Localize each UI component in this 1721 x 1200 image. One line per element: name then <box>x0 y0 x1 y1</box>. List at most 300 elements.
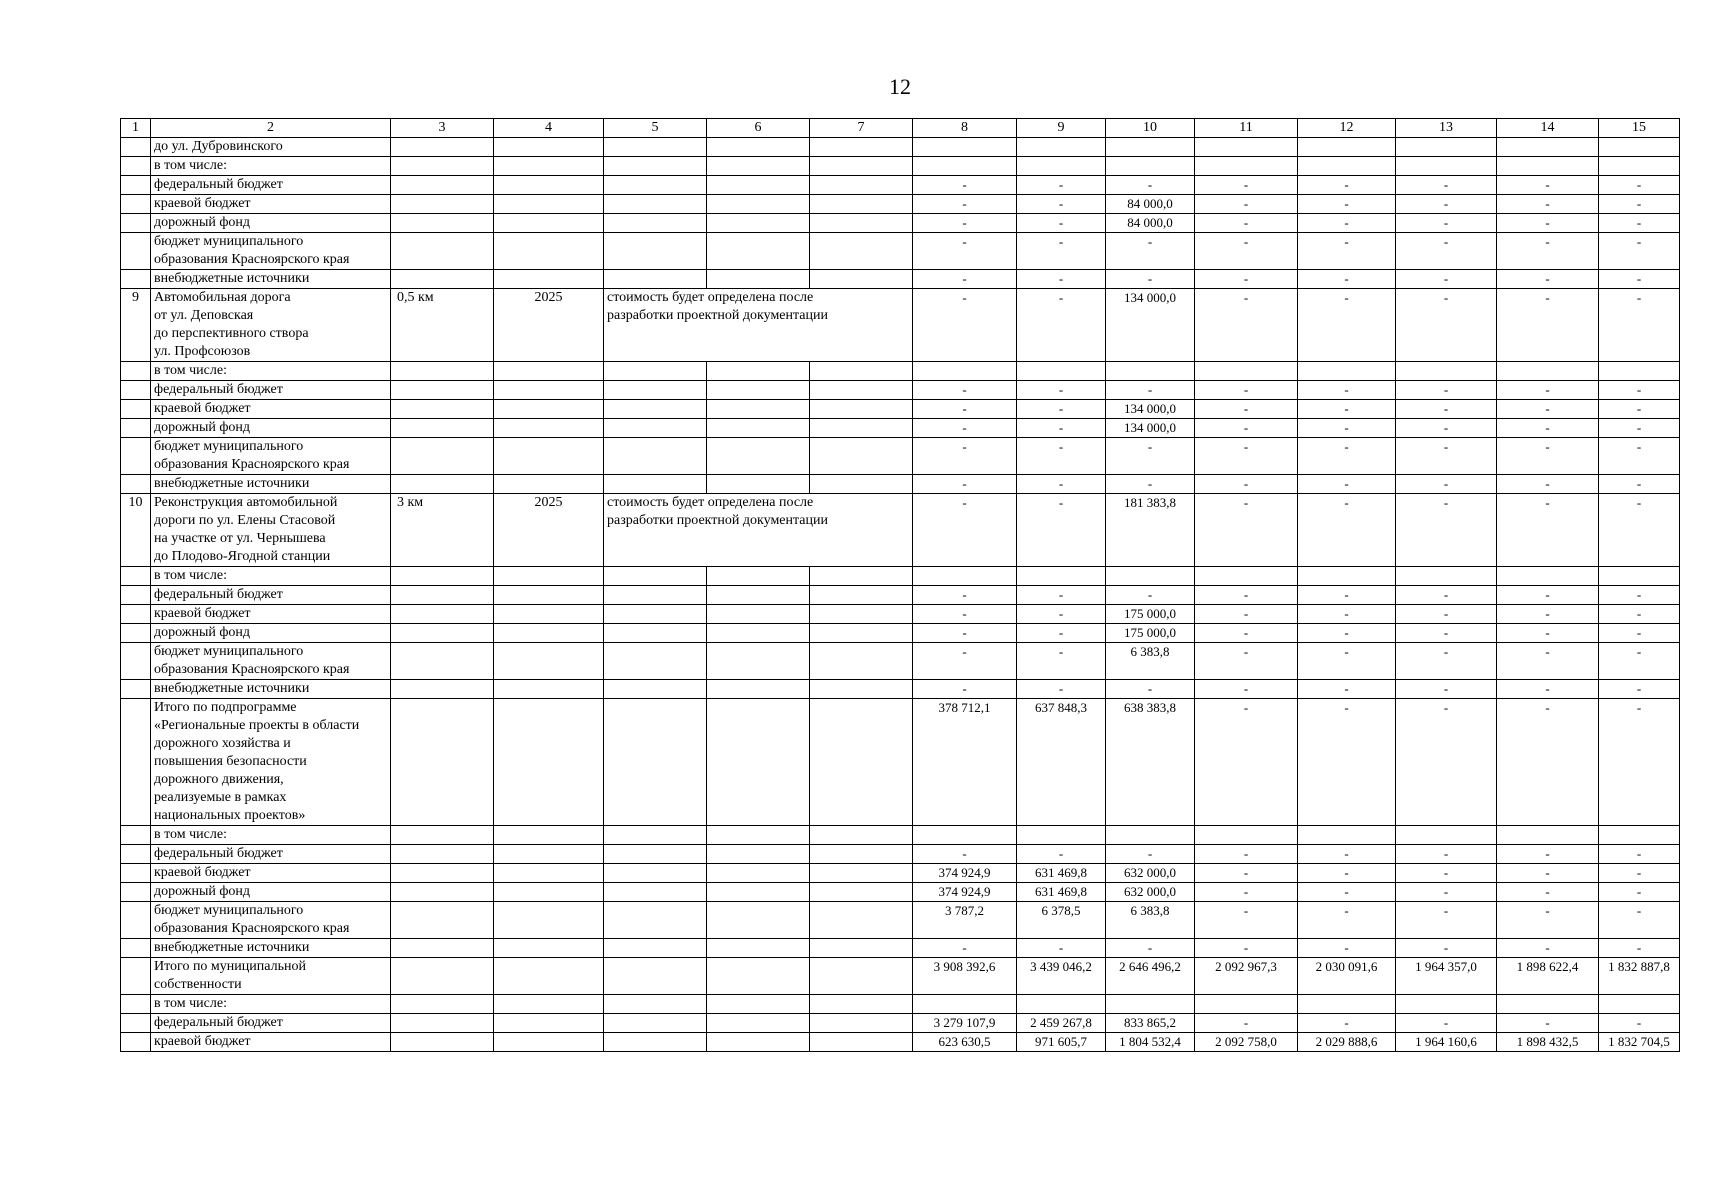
empty-cell <box>707 438 810 475</box>
value-cell: - <box>913 195 1017 214</box>
row-name-cell: дорожный фонд <box>151 214 391 233</box>
empty-cell <box>810 864 913 883</box>
cost-note-cell <box>604 362 707 381</box>
value-cell: 374 924,9 <box>913 883 1017 902</box>
value-cell: - <box>1017 939 1106 958</box>
value-cell: - <box>1195 883 1298 902</box>
value-cell: - <box>1599 381 1680 400</box>
year-cell <box>494 883 604 902</box>
length-cell <box>391 157 494 176</box>
value-cell: - <box>1298 939 1396 958</box>
value-cell: - <box>1298 475 1396 494</box>
value-cell: - <box>1599 699 1680 826</box>
row-index-cell <box>121 233 151 270</box>
length-cell <box>391 195 494 214</box>
value-cell <box>1195 567 1298 586</box>
year-cell <box>494 699 604 826</box>
cost-note-cell <box>604 270 707 289</box>
table-row <box>121 883 1680 902</box>
value-cell <box>1017 826 1106 845</box>
value-cell: - <box>1195 864 1298 883</box>
value-cell: - <box>1195 419 1298 438</box>
column-header: 9 <box>1017 119 1106 138</box>
value-cell <box>1599 826 1680 845</box>
column-header: 7 <box>810 119 913 138</box>
value-cell: - <box>1497 902 1599 939</box>
length-cell <box>391 214 494 233</box>
row-index-cell <box>121 958 151 995</box>
value-cell <box>1599 362 1680 381</box>
value-cell: - <box>1396 883 1497 902</box>
value-cell: - <box>1497 233 1599 270</box>
value-cell <box>1497 826 1599 845</box>
cost-note-cell <box>604 157 707 176</box>
empty-cell <box>707 176 810 195</box>
empty-cell <box>810 939 913 958</box>
length-cell <box>391 400 494 419</box>
value-cell: - <box>1497 699 1599 826</box>
value-cell: - <box>1298 494 1396 567</box>
table-row <box>121 381 1680 400</box>
value-cell: - <box>1017 419 1106 438</box>
row-index-cell <box>121 438 151 475</box>
row-index-cell <box>121 138 151 157</box>
value-cell <box>1497 157 1599 176</box>
value-cell <box>1017 567 1106 586</box>
year-cell <box>494 195 604 214</box>
row-name-cell: внебюджетные источники <box>151 680 391 699</box>
value-cell: - <box>913 494 1017 567</box>
row-name-cell: внебюджетные источники <box>151 270 391 289</box>
column-header: 6 <box>707 119 810 138</box>
cost-note-cell <box>604 1014 707 1033</box>
empty-cell <box>810 883 913 902</box>
empty-cell <box>707 475 810 494</box>
table-row <box>121 176 1680 195</box>
empty-cell <box>707 567 810 586</box>
value-cell: - <box>1017 494 1106 567</box>
empty-cell <box>707 826 810 845</box>
length-cell: 3 км <box>391 494 494 567</box>
row-name-cell: в том числе: <box>151 995 391 1014</box>
row-name-cell: Автомобильная дорога от ул. Деповская до перспективного створа ул. Профсоюзов <box>151 289 391 362</box>
row-index-cell <box>121 362 151 381</box>
year-cell <box>494 381 604 400</box>
length-cell <box>391 605 494 624</box>
row-name-cell: краевой бюджет <box>151 1033 391 1052</box>
table-row <box>121 939 1680 958</box>
row-index-cell <box>121 864 151 883</box>
row-index-cell <box>121 883 151 902</box>
value-cell: - <box>1017 289 1106 362</box>
table-row <box>121 586 1680 605</box>
column-header: 2 <box>151 119 391 138</box>
value-cell: - <box>1599 624 1680 643</box>
row-index-cell <box>121 699 151 826</box>
value-cell: - <box>1396 1014 1497 1033</box>
empty-cell <box>707 883 810 902</box>
year-cell <box>494 958 604 995</box>
value-cell: - <box>1599 475 1680 494</box>
empty-cell <box>810 381 913 400</box>
row-index-cell <box>121 902 151 939</box>
value-cell: - <box>1396 214 1497 233</box>
table-row <box>121 624 1680 643</box>
year-cell <box>494 902 604 939</box>
value-cell: 181 383,8 <box>1106 494 1195 567</box>
value-cell: - <box>1195 586 1298 605</box>
value-cell: - <box>1106 939 1195 958</box>
value-cell: - <box>1497 1014 1599 1033</box>
value-cell: - <box>1298 624 1396 643</box>
value-cell: - <box>913 643 1017 680</box>
cost-note-cell <box>604 995 707 1014</box>
value-cell: - <box>1195 233 1298 270</box>
empty-cell <box>810 699 913 826</box>
value-cell <box>1195 995 1298 1014</box>
year-cell <box>494 1033 604 1052</box>
value-cell: - <box>1106 233 1195 270</box>
length-cell: 0,5 км <box>391 289 494 362</box>
value-cell: - <box>1497 643 1599 680</box>
year-cell <box>494 419 604 438</box>
value-cell: - <box>1396 586 1497 605</box>
table-row <box>121 902 1680 939</box>
column-header: 8 <box>913 119 1017 138</box>
row-index-cell <box>121 939 151 958</box>
year-cell <box>494 586 604 605</box>
value-cell: - <box>1017 381 1106 400</box>
value-cell: 623 630,5 <box>913 1033 1017 1052</box>
value-cell: 637 848,3 <box>1017 699 1106 826</box>
value-cell: - <box>1497 400 1599 419</box>
empty-cell <box>810 176 913 195</box>
value-cell: - <box>1017 195 1106 214</box>
value-cell: 3 279 107,9 <box>913 1014 1017 1033</box>
value-cell: - <box>1497 419 1599 438</box>
value-cell <box>1017 362 1106 381</box>
year-cell <box>494 864 604 883</box>
row-index-cell <box>121 995 151 1014</box>
length-cell <box>391 939 494 958</box>
year-cell <box>494 214 604 233</box>
value-cell: - <box>1106 270 1195 289</box>
value-cell <box>1396 995 1497 1014</box>
empty-cell <box>707 699 810 826</box>
value-cell: - <box>1599 902 1680 939</box>
value-cell: 632 000,0 <box>1106 864 1195 883</box>
empty-cell <box>707 1014 810 1033</box>
length-cell <box>391 883 494 902</box>
value-cell <box>1599 995 1680 1014</box>
row-name-cell: Итого по подпрограмме «Региональные проекты в области дорожного хозяйства и повышения безопасности дорожного движения, реализуемые в рамках национальных проектов» <box>151 699 391 826</box>
row-index-cell <box>121 195 151 214</box>
column-header: 10 <box>1106 119 1195 138</box>
value-cell: 175 000,0 <box>1106 624 1195 643</box>
length-cell <box>391 902 494 939</box>
row-name-cell: федеральный бюджет <box>151 381 391 400</box>
value-cell: 175 000,0 <box>1106 605 1195 624</box>
year-cell <box>494 475 604 494</box>
value-cell: - <box>1599 176 1680 195</box>
value-cell <box>1106 826 1195 845</box>
row-index-cell <box>121 826 151 845</box>
length-cell <box>391 419 494 438</box>
value-cell: - <box>1298 883 1396 902</box>
value-cell: - <box>1298 438 1396 475</box>
value-cell: 3 908 392,6 <box>913 958 1017 995</box>
value-cell: - <box>1298 419 1396 438</box>
value-cell <box>1106 362 1195 381</box>
length-cell <box>391 643 494 680</box>
value-cell: - <box>1195 605 1298 624</box>
year-cell: 2025 <box>494 289 604 362</box>
value-cell: - <box>1017 680 1106 699</box>
row-name-cell: федеральный бюджет <box>151 1014 391 1033</box>
year-cell: 2025 <box>494 494 604 567</box>
empty-cell <box>707 381 810 400</box>
value-cell: 631 469,8 <box>1017 883 1106 902</box>
year-cell <box>494 624 604 643</box>
value-cell: - <box>913 233 1017 270</box>
row-name-cell: в том числе: <box>151 362 391 381</box>
value-cell: - <box>1298 195 1396 214</box>
value-cell: - <box>1497 680 1599 699</box>
value-cell: - <box>1396 494 1497 567</box>
length-cell <box>391 138 494 157</box>
value-cell: - <box>1195 939 1298 958</box>
empty-cell <box>810 270 913 289</box>
value-cell: - <box>1396 419 1497 438</box>
row-name-cell: краевой бюджет <box>151 605 391 624</box>
empty-cell <box>810 438 913 475</box>
row-name-cell: в том числе: <box>151 157 391 176</box>
value-cell: 84 000,0 <box>1106 195 1195 214</box>
cost-note-cell <box>604 400 707 419</box>
empty-cell <box>707 902 810 939</box>
cost-note-cell <box>604 567 707 586</box>
value-cell: - <box>1497 586 1599 605</box>
cost-note-cell <box>604 624 707 643</box>
value-cell: - <box>1298 176 1396 195</box>
row-name-cell: внебюджетные источники <box>151 475 391 494</box>
row-index-cell <box>121 680 151 699</box>
value-cell: - <box>1017 176 1106 195</box>
length-cell <box>391 845 494 864</box>
value-cell: - <box>1017 475 1106 494</box>
table-row <box>121 475 1680 494</box>
year-cell <box>494 845 604 864</box>
empty-cell <box>707 1033 810 1052</box>
value-cell <box>1396 138 1497 157</box>
empty-cell <box>810 214 913 233</box>
length-cell <box>391 270 494 289</box>
year-cell <box>494 826 604 845</box>
value-cell: - <box>1195 643 1298 680</box>
value-cell <box>1497 362 1599 381</box>
column-header: 13 <box>1396 119 1497 138</box>
row-name-cell: краевой бюджет <box>151 195 391 214</box>
value-cell: - <box>1599 864 1680 883</box>
value-cell <box>1298 995 1396 1014</box>
table-row <box>121 699 1680 826</box>
cost-note-cell <box>604 845 707 864</box>
empty-cell <box>707 362 810 381</box>
value-cell <box>1017 138 1106 157</box>
empty-cell <box>810 826 913 845</box>
value-cell: - <box>1017 605 1106 624</box>
value-cell: - <box>1599 883 1680 902</box>
value-cell: - <box>1497 605 1599 624</box>
value-cell: - <box>1396 939 1497 958</box>
row-index-cell: 10 <box>121 494 151 567</box>
row-index-cell <box>121 475 151 494</box>
value-cell: - <box>1497 475 1599 494</box>
value-cell: - <box>1497 289 1599 362</box>
value-cell: - <box>1599 233 1680 270</box>
value-cell <box>1195 138 1298 157</box>
row-name-cell: до ул. Дубровинского <box>151 138 391 157</box>
value-cell: - <box>913 586 1017 605</box>
empty-cell <box>707 680 810 699</box>
empty-cell <box>810 362 913 381</box>
table-row <box>121 419 1680 438</box>
cost-note-cell <box>604 680 707 699</box>
value-cell <box>1396 567 1497 586</box>
value-cell: - <box>1017 214 1106 233</box>
value-cell: - <box>1017 643 1106 680</box>
value-cell: - <box>1599 680 1680 699</box>
empty-cell <box>810 419 913 438</box>
value-cell: 2 459 267,8 <box>1017 1014 1106 1033</box>
value-cell: - <box>1497 845 1599 864</box>
value-cell: - <box>1298 605 1396 624</box>
page-number: 12 <box>889 74 911 99</box>
value-cell: - <box>1396 400 1497 419</box>
row-index-cell <box>121 1033 151 1052</box>
value-cell: - <box>1396 605 1497 624</box>
value-cell: - <box>1599 400 1680 419</box>
length-cell <box>391 567 494 586</box>
cost-note-cell <box>604 138 707 157</box>
empty-cell <box>707 419 810 438</box>
value-cell <box>1396 157 1497 176</box>
row-index-cell <box>121 400 151 419</box>
value-cell: - <box>1106 438 1195 475</box>
value-cell: - <box>1396 475 1497 494</box>
empty-cell <box>707 995 810 1014</box>
value-cell: - <box>1195 624 1298 643</box>
value-cell: - <box>1396 176 1497 195</box>
value-cell <box>913 826 1017 845</box>
empty-cell <box>707 270 810 289</box>
value-cell <box>1195 157 1298 176</box>
value-cell: - <box>1599 845 1680 864</box>
value-cell: 1 804 532,4 <box>1106 1033 1195 1052</box>
value-cell: - <box>1599 494 1680 567</box>
empty-cell <box>707 643 810 680</box>
value-cell: - <box>1298 902 1396 939</box>
cost-note-cell <box>604 475 707 494</box>
row-index-cell <box>121 845 151 864</box>
length-cell <box>391 233 494 270</box>
value-cell: 971 605,7 <box>1017 1033 1106 1052</box>
row-index-cell <box>121 624 151 643</box>
value-cell: - <box>1396 902 1497 939</box>
value-cell: - <box>1106 845 1195 864</box>
length-cell <box>391 586 494 605</box>
length-cell <box>391 680 494 699</box>
cost-note-cell <box>604 419 707 438</box>
row-index-cell <box>121 157 151 176</box>
value-cell: - <box>1497 494 1599 567</box>
header-row <box>121 119 1680 138</box>
value-cell: 3 439 046,2 <box>1017 958 1106 995</box>
empty-cell <box>707 958 810 995</box>
empty-cell <box>707 157 810 176</box>
empty-cell <box>810 902 913 939</box>
row-name-cell: бюджет муниципального образования Красноярского края <box>151 643 391 680</box>
value-cell: - <box>1195 494 1298 567</box>
empty-cell <box>810 1014 913 1033</box>
table-row <box>121 1014 1680 1033</box>
value-cell: - <box>1195 400 1298 419</box>
row-index-cell <box>121 605 151 624</box>
year-cell <box>494 995 604 1014</box>
value-cell: - <box>1017 233 1106 270</box>
year-cell <box>494 233 604 270</box>
value-cell: - <box>1298 233 1396 270</box>
empty-cell <box>707 138 810 157</box>
row-name-cell: в том числе: <box>151 826 391 845</box>
value-cell: - <box>913 289 1017 362</box>
table-row <box>121 195 1680 214</box>
value-cell <box>1298 362 1396 381</box>
row-name-cell: дорожный фонд <box>151 419 391 438</box>
value-cell <box>1298 826 1396 845</box>
value-cell <box>1298 567 1396 586</box>
value-cell: 6 383,8 <box>1106 643 1195 680</box>
value-cell: - <box>1195 699 1298 826</box>
value-cell <box>913 995 1017 1014</box>
table-row <box>121 289 1680 362</box>
value-cell: - <box>1497 883 1599 902</box>
cost-note-cell <box>604 902 707 939</box>
value-cell: - <box>913 270 1017 289</box>
value-cell <box>1599 157 1680 176</box>
value-cell: - <box>913 605 1017 624</box>
value-cell <box>1298 157 1396 176</box>
value-cell: - <box>1396 699 1497 826</box>
value-cell <box>913 138 1017 157</box>
value-cell: - <box>1396 270 1497 289</box>
column-header: 15 <box>1599 119 1680 138</box>
year-cell <box>494 680 604 699</box>
value-cell <box>1497 138 1599 157</box>
value-cell: - <box>1599 586 1680 605</box>
value-cell <box>1017 157 1106 176</box>
value-cell: 1 832 887,8 <box>1599 958 1680 995</box>
cost-note-cell <box>604 643 707 680</box>
value-cell <box>913 362 1017 381</box>
value-cell: - <box>1017 586 1106 605</box>
value-cell: - <box>1195 270 1298 289</box>
row-name-cell: Реконструкция автомобильной дороги по ул. Елены Стасовой на участке от ул. Чернышева до Плодово-Ягодной станции <box>151 494 391 567</box>
value-cell: - <box>1599 214 1680 233</box>
row-name-cell: дорожный фонд <box>151 624 391 643</box>
empty-cell <box>810 400 913 419</box>
cost-note-cell <box>604 214 707 233</box>
